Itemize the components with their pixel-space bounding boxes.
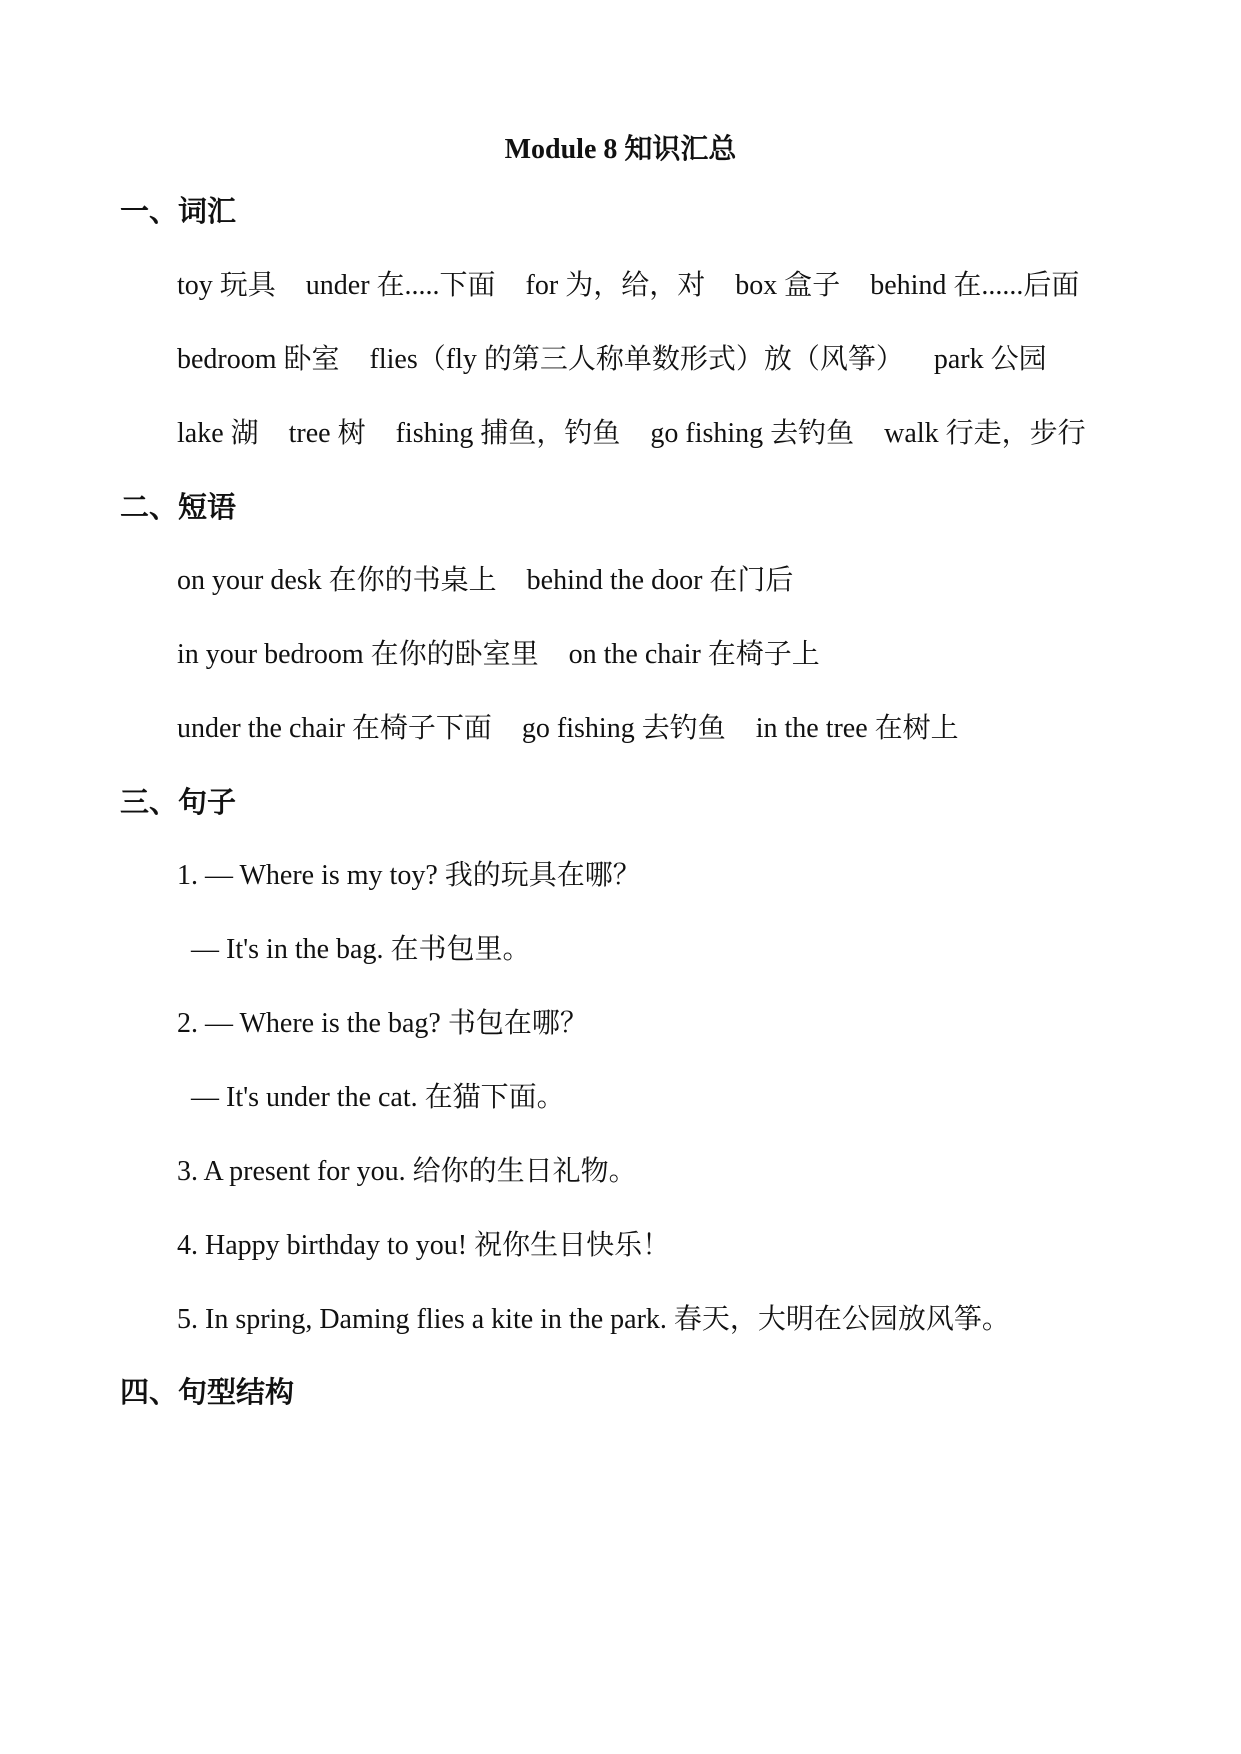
phrase-line-1 xyxy=(177,561,793,601)
section-heading-phrases: 二、短语 xyxy=(120,492,237,524)
vocab-item: under 在.....下面 xyxy=(305,270,496,301)
phrase-item: on the chair 在椅子上 xyxy=(568,639,820,670)
phrase-item: on your desk 在你的书桌上 xyxy=(177,565,497,596)
vocab-item: fishing 捕鱼，钓鱼 xyxy=(395,418,621,449)
phrase-item: in the tree 在树上 xyxy=(755,713,959,744)
sentence-line: 5. In spring, Daming flies a kite in the park. 春天，大明在公园放风筝。 xyxy=(177,1304,1010,1335)
phrase-item: go fishing 去钓鱼 xyxy=(521,713,726,744)
vocab-item: for 为，给，对 xyxy=(525,270,706,301)
phrase-item: in your bedroom 在你的卧室里 xyxy=(177,639,539,670)
vocab-item: park 公园 xyxy=(933,344,1047,375)
vocab-item: box 盒子 xyxy=(735,270,841,301)
sentence-line: 3. A present for you. 给你的生日礼物。 xyxy=(177,1156,637,1187)
vocab-line-2 xyxy=(177,340,1047,380)
vocab-line-3 xyxy=(177,414,1086,454)
vocab-item: lake 湖 xyxy=(177,418,259,449)
sentence-line: 1. — Where is my toy? 我的玩具在哪？ xyxy=(177,860,641,891)
vocab-line-1 xyxy=(177,266,1079,306)
vocab-item: behind 在......后面 xyxy=(870,270,1080,301)
section-heading-vocab: 一、词汇 xyxy=(120,196,237,228)
page-title: Module 8 知识汇总 xyxy=(504,134,737,165)
vocab-item: toy 玩具 xyxy=(177,270,276,301)
section-heading-patterns: 四、句型结构 xyxy=(120,1377,295,1409)
section-heading-sentences: 三、句子 xyxy=(120,787,237,819)
vocab-item: bedroom 卧室 xyxy=(177,344,340,375)
sentence-reply-line: — It's in the bag. 在书包里。 xyxy=(191,934,531,965)
vocab-item: tree 树 xyxy=(288,418,366,449)
phrase-line-3 xyxy=(177,709,959,749)
phrase-line-2 xyxy=(177,635,820,675)
phrase-item: under the chair 在椅子下面 xyxy=(177,713,492,744)
sentence-line: 4. Happy birthday to you! 祝你生日快乐！ xyxy=(177,1230,671,1261)
vocab-item: walk 行走，步行 xyxy=(884,418,1086,449)
sentence-reply-line: — It's under the cat. 在猫下面。 xyxy=(191,1082,565,1113)
phrase-item: behind the door 在门后 xyxy=(526,565,794,596)
vocab-item: flies（fly 的第三人称单数形式）放（风筝） xyxy=(369,344,904,375)
vocab-item: go fishing 去钓鱼 xyxy=(650,418,855,449)
sentence-line: 2. — Where is the bag? 书包在哪？ xyxy=(177,1008,588,1039)
